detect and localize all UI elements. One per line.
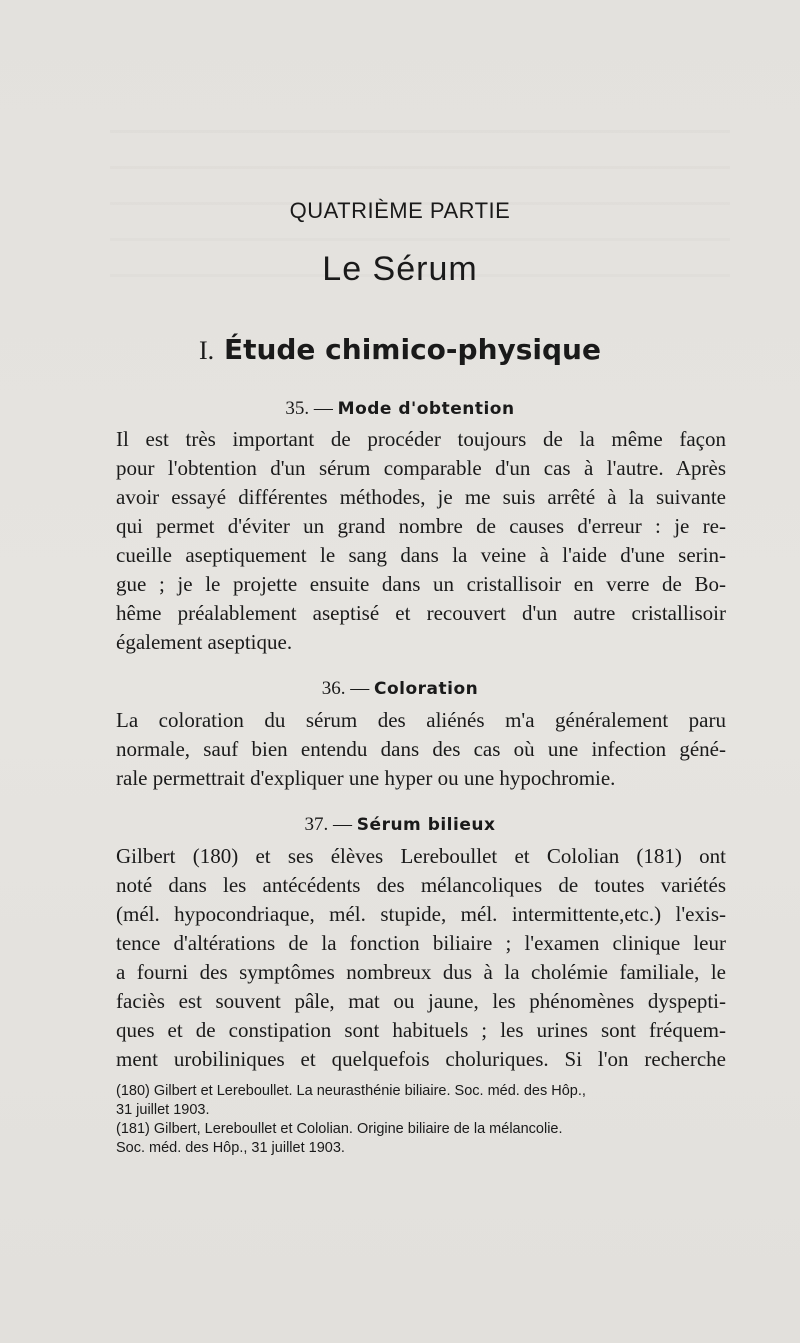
text-line: ment urobiliniques et quelquefois choluriques. Si l'on recherche (116, 1047, 726, 1071)
text-line: Il est très important de procéder toujours de la même façon (116, 427, 726, 451)
text-line: avoir essayé différentes méthodes, je me suis arrêté à la suivante (116, 485, 726, 509)
footnote-181-cont: Soc. méd. des Hôp., 31 juillet 1903. (116, 1140, 345, 1156)
text-line: pour l'obtention d'un sérum comparable d'un cas à l'autre. Après (116, 456, 726, 480)
paragraph-coloration (116, 706, 726, 793)
text-line: normale, sauf bien entendu dans des cas où une infection géné- (116, 737, 726, 761)
main-title: Le Sérum (322, 250, 478, 288)
subsection-title: Coloration (373, 679, 479, 699)
subsection-title: Sérum bilieux (356, 815, 496, 835)
text-line: gue ; je le projette ensuite dans un cristallisoir en verre de Bo- (116, 572, 726, 596)
text-line: également aseptique. (116, 630, 293, 654)
subsection-heading-37 (0, 814, 800, 836)
subsection-number: 36. — (321, 678, 370, 699)
subsection-title: Mode d'obtention (337, 399, 515, 419)
section-number: I. (199, 336, 215, 365)
footnote-181: (181) Gilbert, Lereboullet et Cololian. Origine biliaire de la mélancolie. (116, 1121, 563, 1137)
section-title (0, 333, 800, 366)
text-line: rale permettrait d'expliquer une hyper ou une hypochromie. (116, 766, 616, 790)
section-title-text: Étude chimico-physique (223, 333, 601, 366)
part-title: QUATRIÈME PARTIE (289, 198, 511, 223)
paragraph-mode-obtention (116, 425, 726, 657)
text-line: ques et de constipation sont habituels ; les urines sont fréquem- (116, 1018, 726, 1042)
text-line: (mél. hypocondriaque, mél. stupide, mél. intermittente,etc.) l'exis- (116, 902, 726, 926)
subsection-number: 37. — (304, 814, 353, 835)
footnote-180-cont: 31 juillet 1903. (116, 1102, 210, 1118)
text-line: faciès est souvent pâle, mat ou jaune, les phénomènes dyspepti- (116, 989, 726, 1013)
text-line: tence d'altérations de la fonction biliaire ; l'examen clinique leur (116, 931, 726, 955)
paragraph-serum-bilieux (116, 842, 726, 1074)
text-line: hême préalablement aseptisé et recouvert d'un autre cristallisoir (116, 601, 726, 625)
subsection-heading-36 (0, 678, 800, 700)
footnote-180: (180) Gilbert et Lereboullet. La neurasthénie biliaire. Soc. méd. des Hôp., (116, 1083, 586, 1099)
subsection-heading-35 (0, 398, 800, 420)
text-line: cueille aseptiquement le sang dans la veine à l'aide d'une serin- (116, 543, 726, 567)
text-line: Gilbert (180) et ses élèves Lereboullet et Cololian (181) ont (116, 844, 726, 868)
text-line: noté dans les antécédents des mélancoliques de toutes variétés (116, 873, 726, 897)
footnotes (116, 1082, 726, 1158)
text-line: qui permet d'éviter un grand nombre de causes d'erreur : je re- (116, 514, 726, 538)
subsection-number: 35. — (285, 398, 333, 419)
text-line: La coloration du sérum des aliénés m'a généralement paru (116, 708, 726, 732)
text-line: a fourni des symptômes nombreux dus à la cholémie familiale, le (116, 960, 726, 984)
